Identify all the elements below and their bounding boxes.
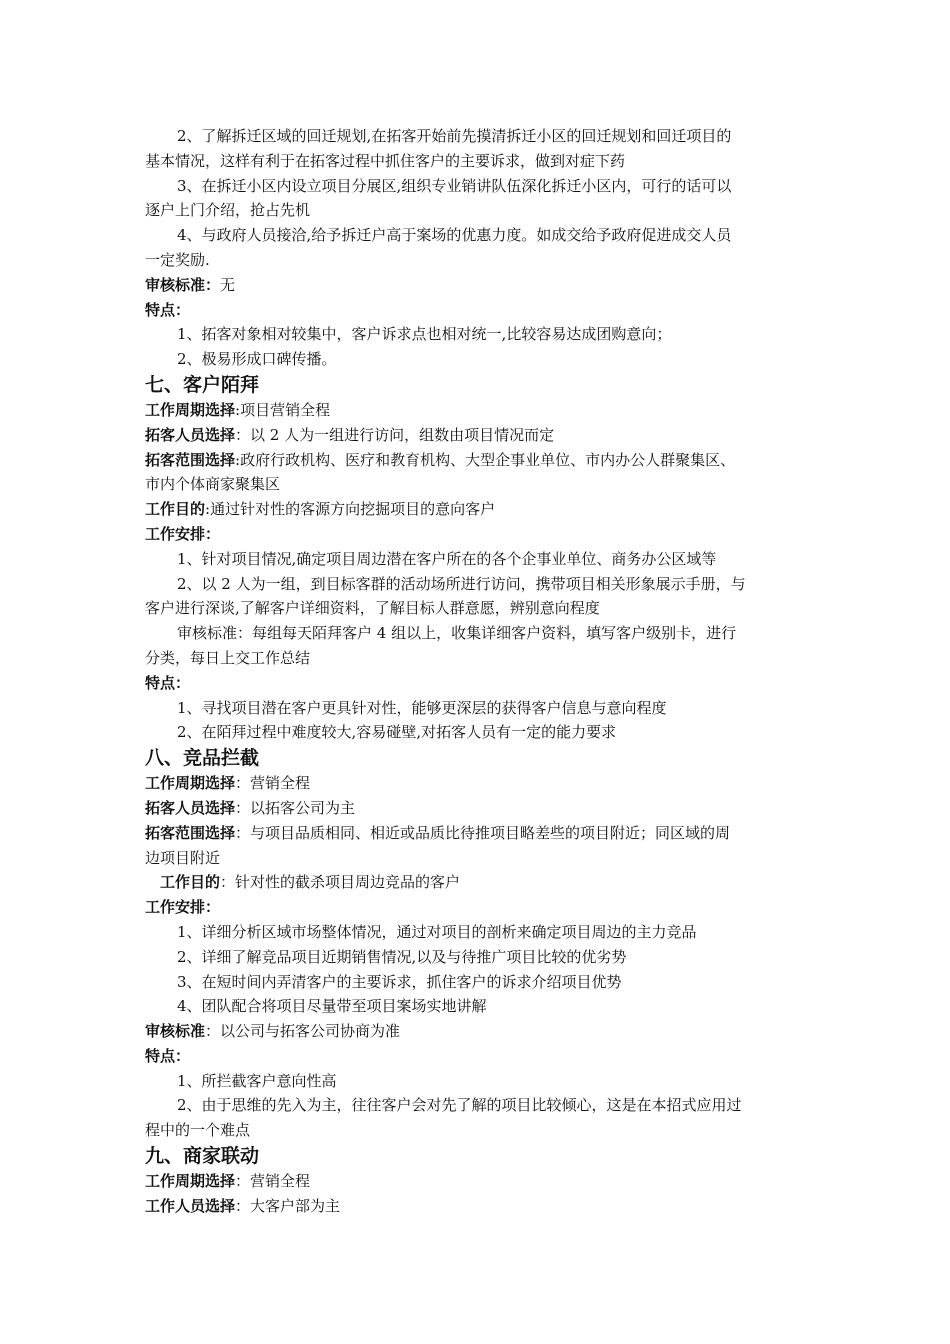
paragraph-line: 审核标准：每组每天陌拜客户 4 组以上，收集详细客户资料，填写客户级别卡，进行 bbox=[177, 624, 737, 643]
labeled-line bbox=[145, 448, 810, 473]
labeled-line bbox=[145, 298, 810, 323]
labeled-line bbox=[145, 1044, 810, 1069]
field-label: 拓客范围选择 bbox=[145, 450, 236, 469]
paragraph-line: 2、详细了解竞品项目近期销售情况,以及与待推广项目比较的优劣势 bbox=[177, 947, 627, 966]
paragraph-line: 4、与政府人员接洽,给予拆迁户高于案场的优惠力度。如成交给予政府促进成交人员 bbox=[177, 226, 732, 245]
labeled-line bbox=[145, 771, 810, 796]
paragraph-line: 1、所拦截客户意向性高 bbox=[177, 1071, 337, 1090]
field-label: 特点： bbox=[145, 673, 191, 692]
labeled-line bbox=[145, 796, 810, 821]
paragraph-line: 2、由于思维的先入为主，往往客户会对先了解的项目比较倾心，这是在本招式应用过 bbox=[177, 1096, 742, 1115]
field-value: ：营销全程 bbox=[235, 774, 311, 793]
field-label: 特点： bbox=[145, 1046, 191, 1065]
paragraph-continuation: 边项目附近 bbox=[145, 848, 221, 867]
paragraph-line: 1、寻找项目潜在客户更具针对性，能够更深层的获得客户信息与意向程度 bbox=[177, 698, 667, 717]
paragraph-continuation: 分类，每日上交工作总结 bbox=[145, 648, 311, 667]
field-label: 工作安排： bbox=[145, 524, 221, 543]
field-label: 拓客人员选择 bbox=[145, 425, 236, 444]
field-label: 工作安排： bbox=[145, 898, 221, 917]
field-label: 审核标准： bbox=[145, 275, 221, 294]
labeled-line bbox=[145, 497, 810, 522]
field-label: 特点： bbox=[145, 300, 191, 319]
field-label: 工作人员选择 bbox=[145, 1196, 236, 1215]
section-heading: 八、竞品拦截 bbox=[145, 747, 260, 770]
field-value: ：以公司与拓客公司协商为准 bbox=[205, 1022, 401, 1041]
field-value: ：针对性的截杀项目周边竞品的客户 bbox=[220, 873, 461, 892]
labeled-line bbox=[145, 870, 810, 895]
field-value: ：营销全程 bbox=[235, 1172, 311, 1191]
field-label: 工作周期选择 bbox=[145, 400, 236, 419]
field-label: 工作周期选择 bbox=[145, 1172, 236, 1191]
labeled-line bbox=[145, 671, 810, 696]
labeled-line bbox=[145, 423, 810, 448]
paragraph-continuation: 基本情况，这样有利于在拓客过程中抓住客户的主要诉求，做到对症下药 bbox=[145, 151, 626, 170]
paragraph-continuation: 一定奖励. bbox=[145, 250, 210, 269]
paragraph-line: 3、在拆迁小区内设立项目分展区,组织专业销讲队伍深化拆迁小区内，可行的话可以 bbox=[177, 176, 732, 195]
labeled-line bbox=[145, 398, 810, 423]
labeled-line bbox=[145, 895, 810, 920]
field-label: 拓客人员选择 bbox=[145, 798, 236, 817]
labeled-line bbox=[145, 821, 810, 846]
field-label: 审核标准 bbox=[145, 1022, 206, 1041]
field-value: ：以 2 人为一组进行访问，组数由项目情况而定 bbox=[235, 425, 555, 444]
field-label: 工作目的 bbox=[160, 873, 221, 892]
labeled-line bbox=[145, 1019, 810, 1044]
labeled-line bbox=[145, 273, 810, 298]
section-heading: 九、商家联动 bbox=[145, 1145, 260, 1168]
labeled-line bbox=[145, 1194, 810, 1219]
paragraph-continuation: 逐户上门介绍，抢占先机 bbox=[145, 201, 311, 220]
field-value: :项目营销全程 bbox=[235, 400, 331, 419]
paragraph-line: 2、以 2 人为一组，到目标客群的活动场所进行访问，携带项目相关形象展示手册，与 bbox=[177, 574, 746, 593]
paragraph-line: 1、针对项目情况,确定项目周边潜在客户所在的各个企事业单位、商务办公区域等 bbox=[177, 549, 717, 568]
field-value: :政府行政机构、医疗和教育机构、大型企事业单位、市内办公人群聚集区、 bbox=[235, 450, 736, 469]
paragraph-continuation: 客户进行深谈,了解客户详细资料，了解目标人群意愿，辨别意向程度 bbox=[145, 599, 600, 618]
paragraph-line: 3、在短时间内弄清客户的主要诉求，抓住客户的诉求介绍项目优势 bbox=[177, 972, 622, 991]
field-value: 无 bbox=[220, 275, 236, 294]
paragraph-line: 1、详细分析区域市场整体情况，通过对项目的剖析来确定项目周边的主力竞品 bbox=[177, 922, 697, 941]
document-body bbox=[145, 124, 810, 1219]
field-label: 工作周期选择 bbox=[145, 774, 236, 793]
paragraph-continuation: 市内个体商家聚集区 bbox=[145, 475, 281, 494]
field-value: :通过针对性的客源方向挖掘项目的意向客户 bbox=[205, 500, 496, 519]
paragraph-line: 4、团队配合将项目尽量带至项目案场实地讲解 bbox=[177, 997, 487, 1016]
paragraph-continuation: 程中的一个难点 bbox=[145, 1121, 251, 1140]
paragraph-line: 1、拓客对象相对较集中，客户诉求点也相对统一,比较容易达成团购意向； bbox=[177, 325, 672, 344]
field-label: 拓客范围选择 bbox=[145, 823, 236, 842]
field-value: ：以拓客公司为主 bbox=[235, 798, 356, 817]
field-label: 工作目的 bbox=[145, 500, 206, 519]
paragraph-line: 2、了解拆迁区域的回迁规划,在拓客开始前先摸清拆迁小区的回迁规划和回迁项目的 bbox=[177, 127, 732, 145]
field-value: ：与项目品质相同、相近或品质比待推项目略差些的项目附近；同区域的周 bbox=[235, 823, 731, 842]
section-heading: 七、客户陌拜 bbox=[145, 373, 260, 396]
labeled-line bbox=[145, 522, 810, 547]
field-value: ：大客户部为主 bbox=[235, 1196, 341, 1215]
paragraph-line: 2、在陌拜过程中难度较大,容易碰壁,对拓客人员有一定的能力要求 bbox=[177, 723, 617, 742]
paragraph-line: 2、极易形成口碑传播。 bbox=[177, 350, 337, 369]
labeled-line bbox=[145, 1169, 810, 1194]
